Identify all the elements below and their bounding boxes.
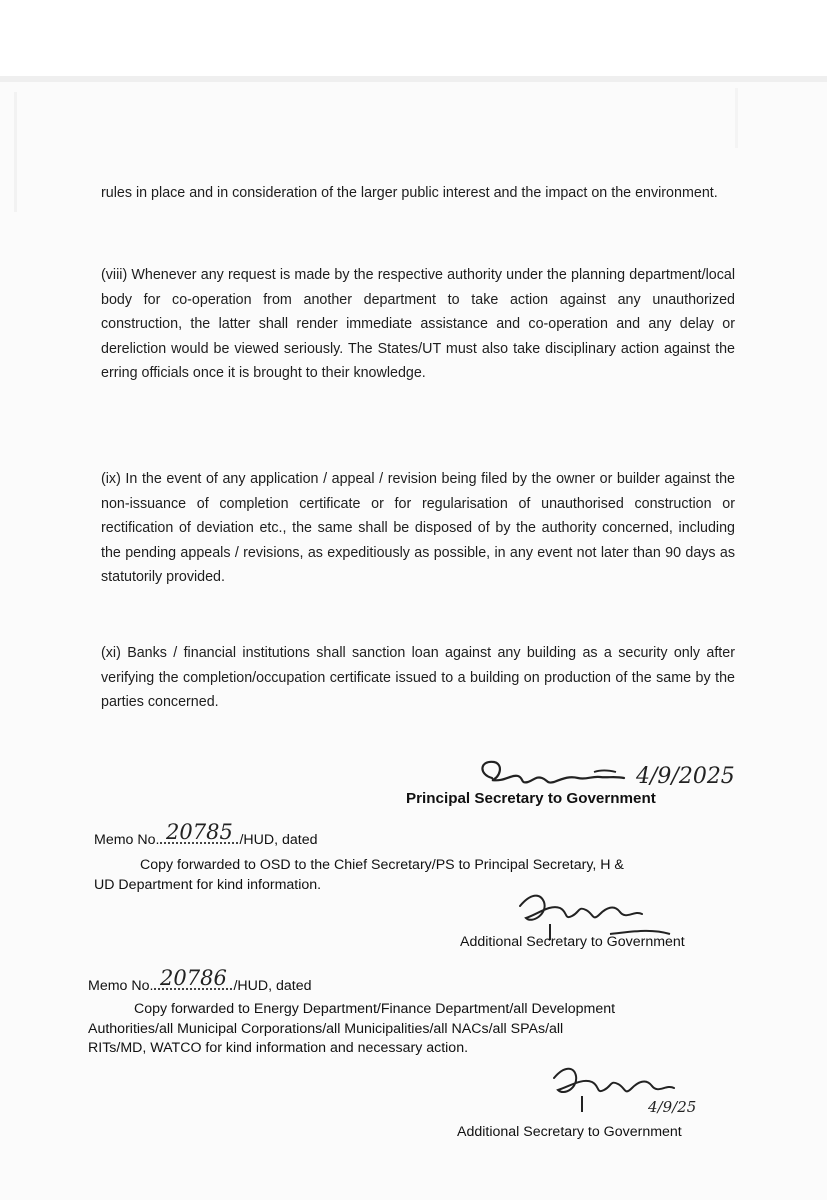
paragraph-viii: (viii) Whenever any request is made by the respective authority under the planning department/local body for co-operation from another department to take action against any unauthorized construction, the latter shall render immediate assistance and co-operation and any delay or dereliction would be viewed seriously. The States/UT must also take disciplinary action against the erring officials once it is brought to their knowledge. [101, 267, 735, 381]
memo-1-label: Memo No. [94, 832, 160, 848]
memo-2-number-field [154, 966, 232, 990]
memo-1-suffix: /HUD, dated [239, 832, 318, 848]
memo-2-copy-text [88, 1000, 728, 1059]
paragraph-xi: (xi) Banks / financial institutions shall sanction loan against any building as a security only after verifying the completion/occupation certificate issued to a building on production of the same by the parties concerned. [101, 645, 735, 710]
memo-1-number: 20785 [166, 820, 233, 844]
memo-2-copy-line: Copy forwarded to Energy Department/Finance Department/all Development [134, 1001, 616, 1017]
memo-2-number: 20786 [160, 966, 227, 990]
faint-bleed-through-mark [14, 92, 77, 212]
handwritten-date: 4/9/2025 [636, 764, 735, 789]
top-blank-band [0, 0, 827, 82]
memo-2-suffix: /HUD, dated [233, 978, 312, 994]
memo-2-copy-line: Authorities/all Municipal Corporations/all Municipalities/all NACs/all SPAs/all [88, 1020, 564, 1037]
principal-secretary-designation: Principal Secretary to Government [406, 790, 656, 807]
paragraph-continuation: rules in place and in consideration of the larger public interest and the impact on the environment. [101, 185, 718, 201]
faint-bleed-through-mark [735, 88, 808, 148]
memo-2-label: Memo No. [88, 978, 154, 994]
memo-1-copy-line: Copy forwarded to OSD to the Chief Secretary/PS to Principal Secretary, H & [140, 857, 624, 873]
memo-1-number-field [160, 820, 238, 844]
memo-2-copy-line: RITs/MD, WATCO for kind information and necessary action. [88, 1040, 469, 1056]
handwritten-date-small: 4/9/25 [648, 1098, 697, 1116]
memo-1-copy-line: UD Department for kind information. [94, 876, 322, 893]
paragraph-ix: (ix) In the event of any application / appeal / revision being filed by the owner or builder against the non-issuance of completion certificate or for regularisation of unauthorised construction or rectification of deviation etc., the same shall be disposed of by the authority concerned, including the pending appeals / revisions, as expeditiously as possible, in any event not later than 90 days as statutorily provided. [101, 471, 735, 585]
additional-secretary-designation-2: Additional Secretary to Government [457, 1124, 682, 1140]
memo-2-line [88, 966, 312, 994]
additional-secretary-designation-1: Additional Secretary to Government [460, 934, 685, 950]
memo-1-line [94, 820, 318, 848]
